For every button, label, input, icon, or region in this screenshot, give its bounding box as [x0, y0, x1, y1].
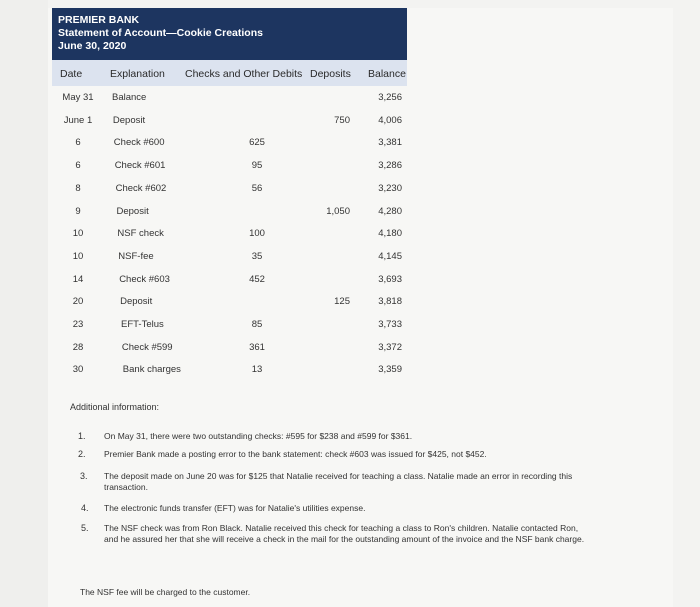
row-balance: 3,818	[378, 296, 402, 307]
row-date: 10	[72, 228, 84, 239]
bank-name: PREMIER BANK	[58, 14, 140, 26]
note-text: The NSF check was from Ron Black. Natalie received this check for teaching a class to Ron's children. Natalie contacted Ron, and he assured her that she will receive a check in the mail for the outstanding amount of the invoice and the NSF bank charge.	[104, 523, 585, 544]
row-balance: 3,381	[378, 137, 402, 148]
row-explanation: NSF-fee	[118, 251, 154, 262]
additional-info-heading: Additional information:	[70, 402, 160, 412]
row-checks: 95	[251, 160, 263, 171]
row-deposits: 750	[334, 115, 350, 126]
row-balance: 4,180	[378, 228, 402, 239]
note-text: Premier Bank made a posting error to the bank statement: check #603 was issued for $425, not $452.	[104, 449, 487, 459]
row-balance: 3,359	[378, 364, 402, 375]
row-checks: 625	[249, 137, 265, 148]
row-balance: 3,693	[378, 274, 402, 285]
note-text: The electronic funds transfer (EFT) was for Natalie's utilities expense.	[104, 503, 366, 513]
row-date: 28	[72, 342, 84, 353]
row-explanation: Balance	[112, 92, 147, 103]
row-checks: 85	[251, 319, 263, 330]
row-date: 9	[75, 206, 81, 217]
statement-title: Statement of Account—Cookie Creations	[58, 27, 263, 39]
row-explanation: Check #603	[119, 274, 170, 285]
row-explanation: Deposit	[120, 296, 153, 307]
col-explanation: Explanation	[110, 68, 165, 80]
note-text: The deposit made on June 20 was for $125 that Natalie received for teaching a class. Natalie made an error in recording this transaction.	[104, 471, 573, 492]
row-explanation: EFT-Telus	[121, 319, 164, 330]
col-balance: Balance	[368, 68, 406, 80]
row-explanation: Deposit	[116, 206, 149, 217]
row-deposits: 125	[334, 296, 350, 307]
row-date: May 31	[62, 92, 94, 103]
row-checks: 56	[251, 183, 263, 194]
row-checks: 452	[249, 274, 265, 285]
row-balance: 3,372	[378, 342, 402, 353]
row-explanation: Deposit	[112, 115, 146, 126]
row-explanation: Check #601	[114, 160, 166, 171]
row-checks: 35	[251, 251, 263, 262]
row-balance: 3,286	[378, 160, 402, 171]
col-deposits: Deposits	[310, 68, 351, 80]
row-balance: 4,280	[378, 206, 402, 217]
row-balance: 4,145	[378, 251, 402, 262]
row-date: 23	[72, 319, 84, 330]
row-date: 20	[72, 296, 84, 307]
col-date: Date	[60, 68, 83, 80]
row-date: 6	[75, 137, 81, 148]
row-balance: 3,256	[378, 92, 402, 103]
note-number: 2.	[78, 449, 86, 459]
column-header-row	[52, 60, 407, 86]
row-explanation: Bank charges	[122, 364, 181, 375]
row-date: June 1	[63, 115, 93, 126]
left-margin	[0, 0, 48, 607]
row-explanation: Check #602	[115, 183, 167, 194]
row-checks: 13	[251, 364, 263, 375]
statement-date: June 30, 2020	[58, 40, 127, 52]
row-checks: 361	[249, 342, 265, 353]
row-balance: 3,733	[378, 319, 402, 330]
row-deposits: 1,050	[326, 206, 350, 217]
footer-note: The NSF fee will be charged to the customer.	[80, 587, 251, 597]
col-checks: Checks and Other Debits	[185, 68, 303, 80]
row-balance: 3,230	[378, 183, 402, 194]
note-number: 5.	[81, 523, 89, 533]
row-date: 10	[72, 251, 84, 262]
row-explanation: Check #599	[121, 342, 173, 353]
row-explanation: NSF check	[117, 228, 164, 239]
statement-header	[52, 8, 407, 60]
note-number: 1.	[78, 431, 86, 441]
row-date: 6	[75, 160, 81, 171]
note-number: 3.	[80, 471, 88, 481]
note-text: On May 31, there were two outstanding checks: #595 for $238 and #599 for $361.	[104, 431, 413, 441]
row-balance: 4,006	[378, 115, 402, 126]
row-date: 8	[75, 183, 81, 194]
row-date: 30	[72, 364, 84, 375]
note-number: 4.	[81, 503, 89, 513]
row-checks: 100	[249, 228, 265, 239]
row-date: 14	[72, 274, 84, 285]
row-explanation: Check #600	[113, 137, 165, 148]
